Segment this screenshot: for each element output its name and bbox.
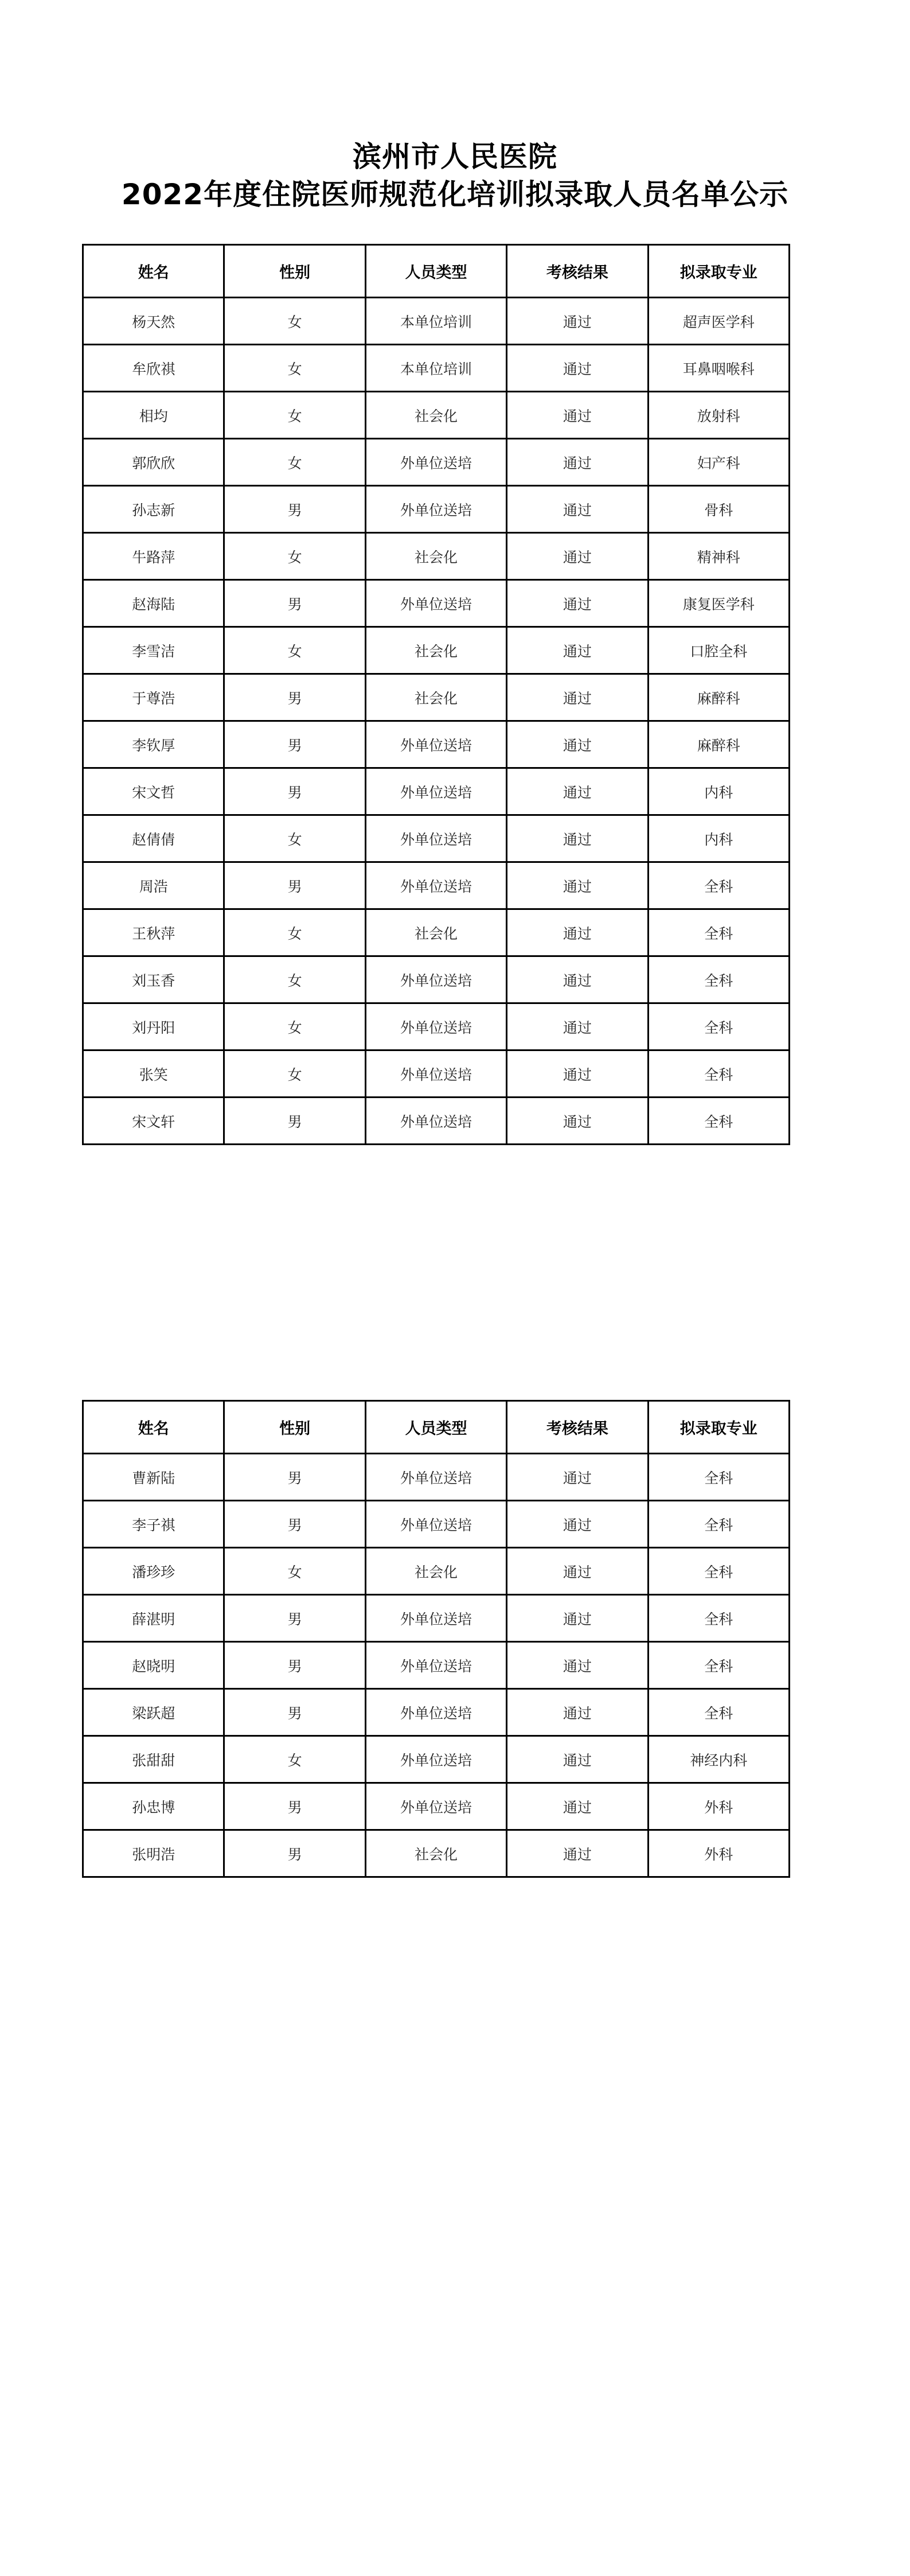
table-row (83, 956, 790, 1003)
table-row (83, 533, 790, 580)
cell-personnel-type: 外单位送培 (365, 1736, 506, 1783)
header-name: 姓名 (83, 1401, 224, 1454)
cell-assessment-result: 通过 (507, 1689, 648, 1736)
cell-specialty: 外科 (648, 1783, 789, 1830)
cell-specialty: 麻醉科 (648, 674, 789, 721)
cell-name: 赵海陆 (83, 580, 224, 627)
cell-name: 郭欣欣 (83, 439, 224, 486)
table-row (83, 909, 790, 956)
cell-personnel-type: 外单位送培 (365, 486, 506, 533)
cell-assessment-result: 通过 (507, 1830, 648, 1877)
cell-specialty: 全科 (648, 1689, 789, 1736)
cell-personnel-type: 外单位送培 (365, 580, 506, 627)
cell-gender: 女 (224, 392, 365, 439)
cell-assessment-result: 通过 (507, 627, 648, 674)
table-row (83, 862, 790, 909)
cell-gender: 女 (224, 345, 365, 392)
cell-personnel-type: 社会化 (365, 392, 506, 439)
header-personnel-type: 人员类型 (365, 245, 506, 298)
cell-name: 李钦厚 (83, 721, 224, 768)
cell-personnel-type: 外单位送培 (365, 1595, 506, 1642)
cell-assessment-result: 通过 (507, 1098, 648, 1145)
cell-gender: 女 (224, 533, 365, 580)
cell-gender: 男 (224, 580, 365, 627)
header-personnel-type: 人员类型 (365, 1401, 506, 1454)
cell-name: 薛湛明 (83, 1595, 224, 1642)
cell-specialty: 全科 (648, 1642, 789, 1689)
cell-assessment-result: 通过 (507, 768, 648, 815)
cell-gender: 男 (224, 1595, 365, 1642)
cell-specialty: 全科 (648, 1003, 789, 1050)
cell-assessment-result: 通过 (507, 1642, 648, 1689)
cell-assessment-result: 通过 (507, 439, 648, 486)
cell-specialty: 口腔全科 (648, 627, 789, 674)
document-title (0, 138, 910, 213)
cell-gender: 女 (224, 815, 365, 862)
cell-specialty: 超声医学科 (648, 298, 789, 345)
admission-table-page-1 (82, 244, 790, 1145)
header-gender: 性别 (224, 245, 365, 298)
table-row (83, 345, 790, 392)
cell-name: 宋文轩 (83, 1098, 224, 1145)
cell-gender: 女 (224, 1736, 365, 1783)
cell-personnel-type: 社会化 (365, 674, 506, 721)
table-row (83, 1689, 790, 1736)
cell-gender: 女 (224, 1003, 365, 1050)
cell-personnel-type: 社会化 (365, 909, 506, 956)
table-row (83, 580, 790, 627)
cell-specialty: 精神科 (648, 533, 789, 580)
cell-assessment-result: 通过 (507, 909, 648, 956)
cell-specialty: 全科 (648, 909, 789, 956)
cell-gender: 女 (224, 956, 365, 1003)
table-row (83, 486, 790, 533)
cell-personnel-type: 外单位送培 (365, 1783, 506, 1830)
cell-assessment-result: 通过 (507, 721, 648, 768)
cell-assessment-result: 通过 (507, 1454, 648, 1501)
cell-assessment-result: 通过 (507, 392, 648, 439)
cell-assessment-result: 通过 (507, 298, 648, 345)
cell-assessment-result: 通过 (507, 1501, 648, 1548)
cell-gender: 女 (224, 298, 365, 345)
cell-personnel-type: 外单位送培 (365, 862, 506, 909)
cell-assessment-result: 通过 (507, 1003, 648, 1050)
table-row (83, 1830, 790, 1877)
cell-gender: 男 (224, 674, 365, 721)
cell-specialty: 全科 (648, 1595, 789, 1642)
hospital-name: 滨州市人民医院 (353, 140, 557, 173)
table-row (83, 1736, 790, 1783)
cell-gender: 男 (224, 1454, 365, 1501)
cell-gender: 男 (224, 1642, 365, 1689)
table-row (83, 298, 790, 345)
cell-specialty: 外科 (648, 1830, 789, 1877)
cell-name: 刘丹阳 (83, 1003, 224, 1050)
cell-gender: 男 (224, 1689, 365, 1736)
cell-personnel-type: 本单位培训 (365, 345, 506, 392)
table-row (83, 1548, 790, 1595)
cell-personnel-type: 社会化 (365, 1830, 506, 1877)
cell-assessment-result: 通过 (507, 486, 648, 533)
cell-name: 李子祺 (83, 1501, 224, 1548)
cell-specialty: 全科 (648, 862, 789, 909)
header-gender: 性别 (224, 1401, 365, 1454)
table-row (83, 1098, 790, 1145)
cell-name: 李雪洁 (83, 627, 224, 674)
cell-assessment-result: 通过 (507, 815, 648, 862)
cell-name: 赵倩倩 (83, 815, 224, 862)
cell-specialty: 内科 (648, 768, 789, 815)
cell-gender: 女 (224, 1050, 365, 1098)
cell-gender: 男 (224, 1098, 365, 1145)
cell-name: 潘珍珍 (83, 1548, 224, 1595)
cell-specialty: 骨科 (648, 486, 789, 533)
cell-name: 孙志新 (83, 486, 224, 533)
table-row (83, 721, 790, 768)
notice-title: 2022年度住院医师规范化培训拟录取人员名单公示 (121, 178, 789, 211)
table-row (83, 768, 790, 815)
cell-personnel-type: 外单位送培 (365, 721, 506, 768)
table-row (83, 674, 790, 721)
cell-personnel-type: 外单位送培 (365, 1501, 506, 1548)
cell-specialty: 全科 (648, 1548, 789, 1595)
header-name: 姓名 (83, 245, 224, 298)
cell-name: 于尊浩 (83, 674, 224, 721)
cell-assessment-result: 通过 (507, 674, 648, 721)
cell-name: 张甜甜 (83, 1736, 224, 1783)
table-header-row (83, 245, 790, 298)
cell-name: 周浩 (83, 862, 224, 909)
cell-name: 张明浩 (83, 1830, 224, 1877)
cell-specialty: 妇产科 (648, 439, 789, 486)
header-assessment-result: 考核结果 (507, 245, 648, 298)
cell-specialty: 全科 (648, 1454, 789, 1501)
cell-specialty: 放射科 (648, 392, 789, 439)
cell-personnel-type: 外单位送培 (365, 815, 506, 862)
table-row (83, 1642, 790, 1689)
cell-gender: 男 (224, 486, 365, 533)
cell-personnel-type: 社会化 (365, 1548, 506, 1595)
cell-personnel-type: 本单位培训 (365, 298, 506, 345)
table-row (83, 1050, 790, 1098)
cell-personnel-type: 外单位送培 (365, 1642, 506, 1689)
cell-gender: 女 (224, 627, 365, 674)
cell-assessment-result: 通过 (507, 580, 648, 627)
cell-assessment-result: 通过 (507, 956, 648, 1003)
cell-specialty: 全科 (648, 956, 789, 1003)
cell-name: 杨天然 (83, 298, 224, 345)
cell-personnel-type: 社会化 (365, 533, 506, 580)
cell-personnel-type: 外单位送培 (365, 768, 506, 815)
cell-personnel-type: 外单位送培 (365, 1050, 506, 1098)
cell-gender: 女 (224, 909, 365, 956)
admission-table-page-2 (82, 1400, 790, 1878)
table-row (83, 1595, 790, 1642)
cell-assessment-result: 通过 (507, 862, 648, 909)
cell-name: 牟欣祺 (83, 345, 224, 392)
cell-gender: 男 (224, 862, 365, 909)
cell-name: 王秋萍 (83, 909, 224, 956)
cell-name: 刘玉香 (83, 956, 224, 1003)
cell-name: 相均 (83, 392, 224, 439)
cell-assessment-result: 通过 (507, 1548, 648, 1595)
cell-name: 牛路萍 (83, 533, 224, 580)
header-specialty: 拟录取专业 (648, 245, 789, 298)
cell-specialty: 全科 (648, 1098, 789, 1145)
cell-specialty: 内科 (648, 815, 789, 862)
cell-name: 宋文哲 (83, 768, 224, 815)
cell-assessment-result: 通过 (507, 345, 648, 392)
cell-assessment-result: 通过 (507, 1595, 648, 1642)
cell-specialty: 麻醉科 (648, 721, 789, 768)
cell-name: 张笑 (83, 1050, 224, 1098)
cell-gender: 男 (224, 1501, 365, 1548)
cell-personnel-type: 外单位送培 (365, 956, 506, 1003)
table-row (83, 815, 790, 862)
table-header-row (83, 1401, 790, 1454)
cell-personnel-type: 外单位送培 (365, 1689, 506, 1736)
cell-assessment-result: 通过 (507, 1736, 648, 1783)
cell-gender: 男 (224, 1830, 365, 1877)
header-specialty: 拟录取专业 (648, 1401, 789, 1454)
cell-personnel-type: 外单位送培 (365, 439, 506, 486)
cell-personnel-type: 外单位送培 (365, 1098, 506, 1145)
cell-gender: 男 (224, 768, 365, 815)
cell-specialty: 康复医学科 (648, 580, 789, 627)
table-row (83, 627, 790, 674)
cell-name: 曹新陆 (83, 1454, 224, 1501)
cell-assessment-result: 通过 (507, 1050, 648, 1098)
cell-personnel-type: 外单位送培 (365, 1454, 506, 1501)
cell-name: 孙忠博 (83, 1783, 224, 1830)
cell-specialty: 全科 (648, 1050, 789, 1098)
cell-gender: 女 (224, 439, 365, 486)
cell-name: 梁跃超 (83, 1689, 224, 1736)
cell-assessment-result: 通过 (507, 1783, 648, 1830)
table-row (83, 1783, 790, 1830)
header-assessment-result: 考核结果 (507, 1401, 648, 1454)
cell-assessment-result: 通过 (507, 533, 648, 580)
cell-specialty: 全科 (648, 1501, 789, 1548)
cell-specialty: 耳鼻咽喉科 (648, 345, 789, 392)
cell-gender: 女 (224, 1548, 365, 1595)
table-row (83, 439, 790, 486)
cell-personnel-type: 外单位送培 (365, 1003, 506, 1050)
cell-name: 赵晓明 (83, 1642, 224, 1689)
table-row (83, 1454, 790, 1501)
cell-specialty: 神经内科 (648, 1736, 789, 1783)
table-row (83, 1003, 790, 1050)
table-row (83, 392, 790, 439)
cell-personnel-type: 社会化 (365, 627, 506, 674)
cell-gender: 男 (224, 1783, 365, 1830)
table-row (83, 1501, 790, 1548)
cell-gender: 男 (224, 721, 365, 768)
